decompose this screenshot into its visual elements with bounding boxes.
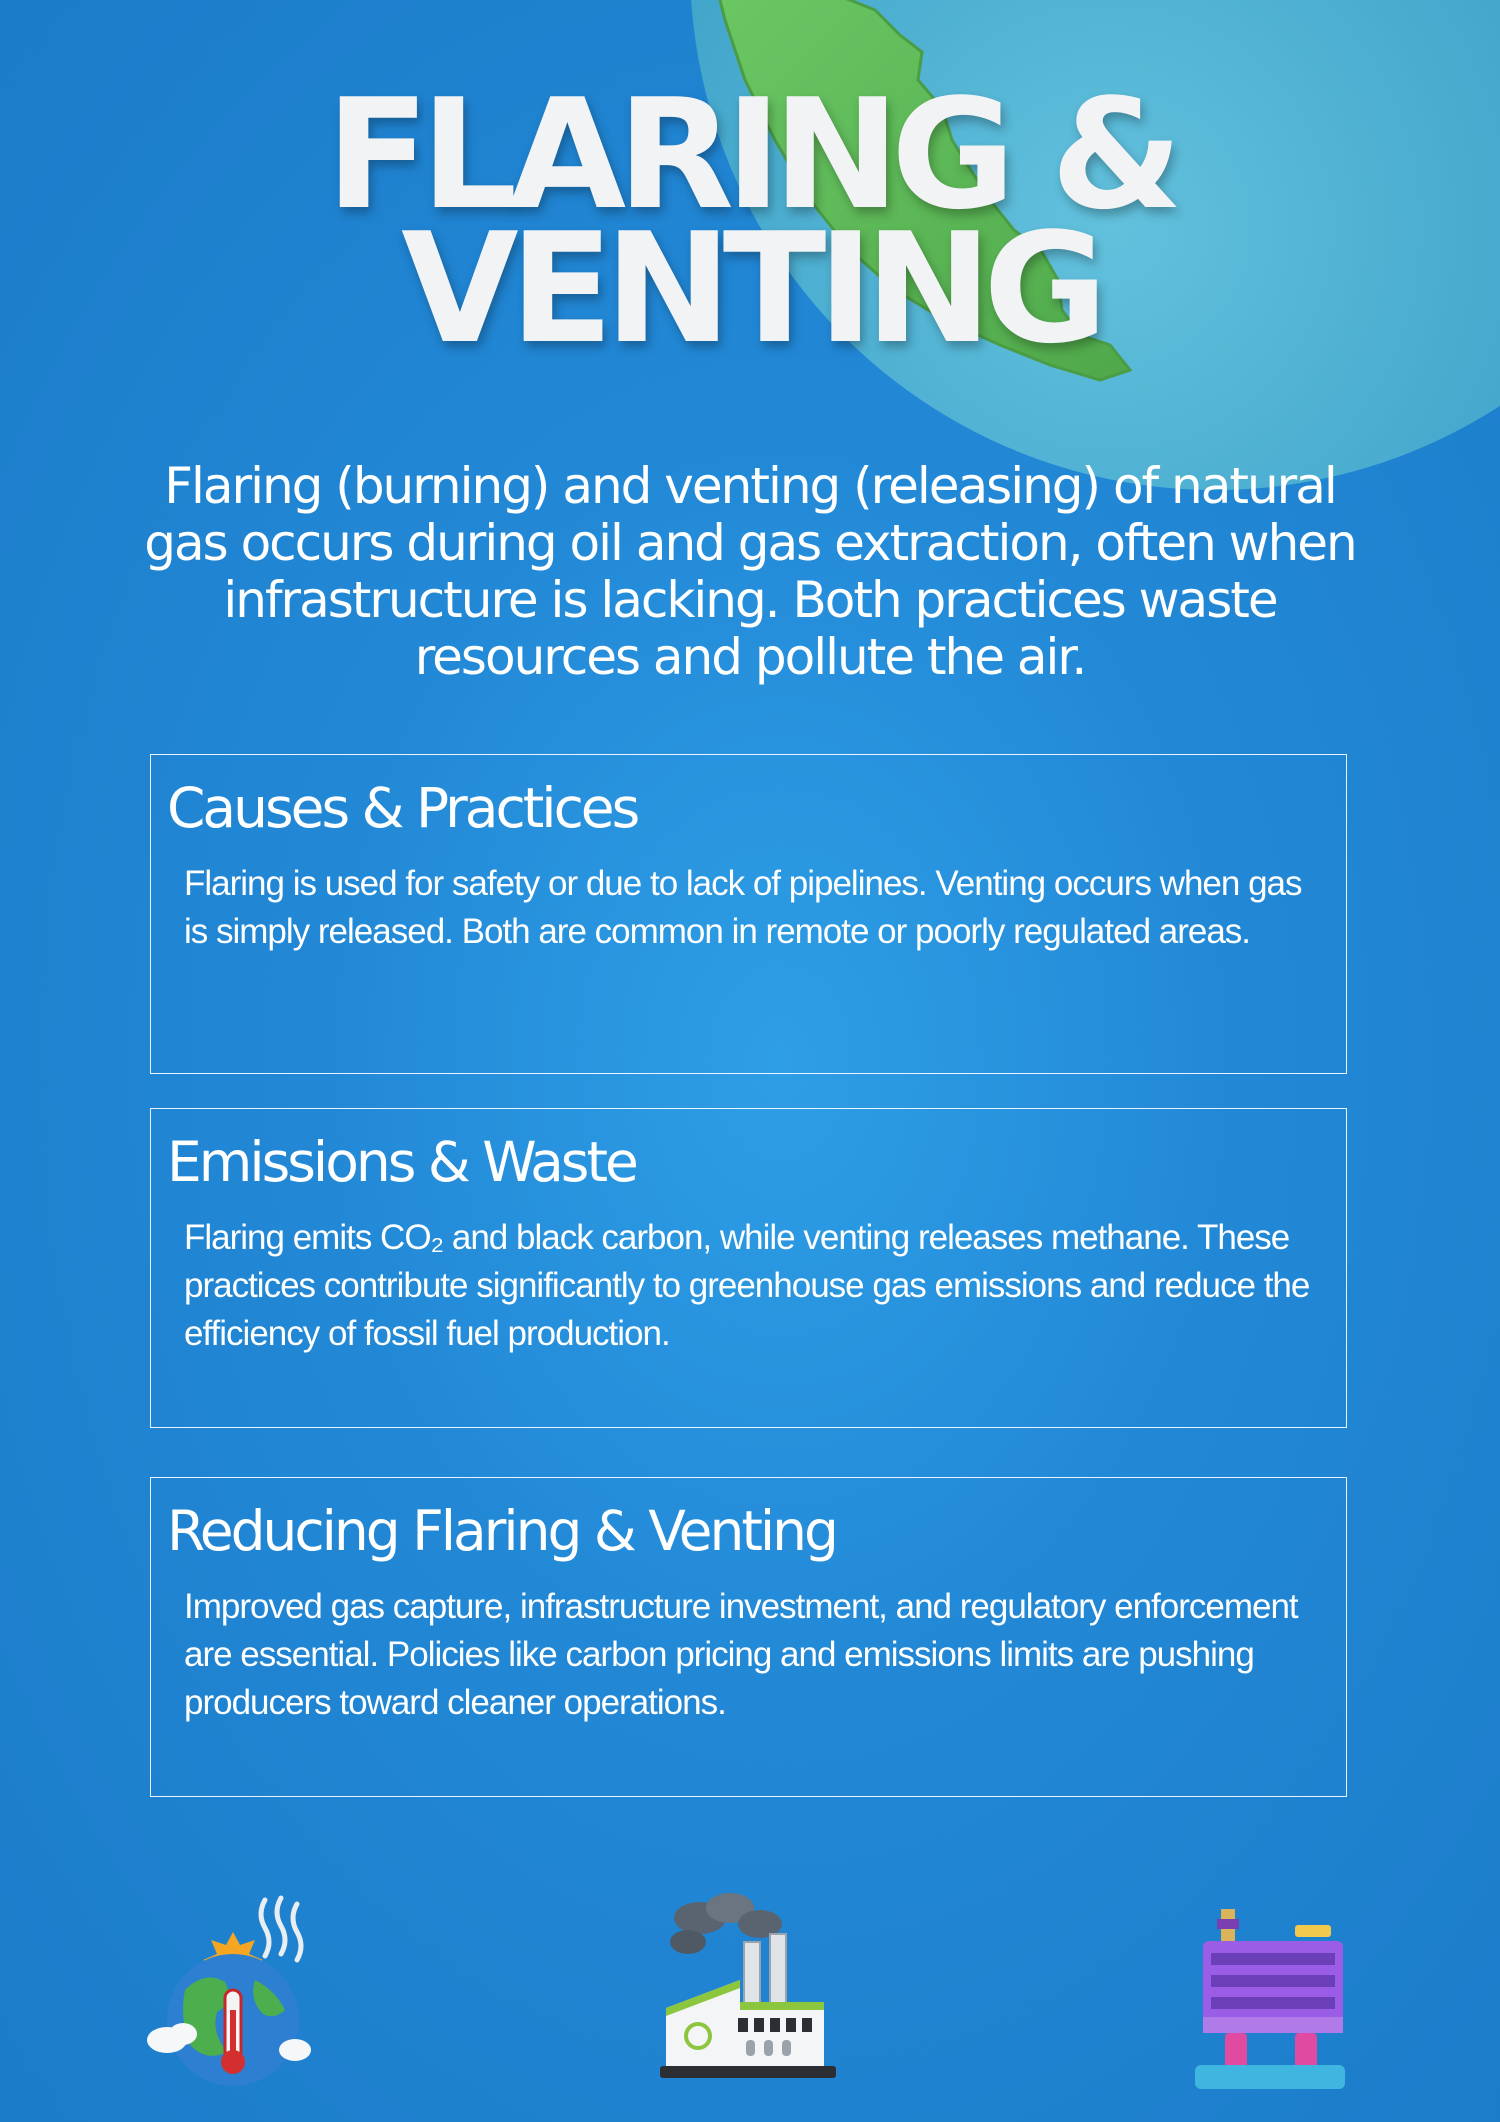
- global-warming-icon: [145, 1890, 315, 2090]
- intro-paragraph: Flaring (burning) and venting (releasing) of natural gas occurs during oil and gas extraction, often when infrastructure is lacking. Both practices waste resources and pollute the air.: [144, 457, 1356, 686]
- section-body: Flaring emits CO₂ and black carbon, while venting releases methane. These practices contribute significantly to greenhouse gas emissions and reduce the efficiency of fossil fuel production.: [184, 1218, 1310, 1353]
- title-line-2: VENTING: [401, 200, 1099, 377]
- section-heading: Causes & Practices: [167, 776, 638, 840]
- section-emissions-waste: [150, 1108, 1347, 1428]
- section-body: Flaring is used for safety or due to lack of pipelines. Venting occurs when gas is simply released. Both are common in remote or poorly regulated areas.: [184, 864, 1302, 951]
- section-reducing-flaring-venting: [150, 1477, 1347, 1797]
- section-heading: Reducing Flaring & Venting: [167, 1499, 836, 1563]
- factory-icon: [660, 1890, 840, 2090]
- page-title: [0, 66, 1500, 377]
- section-causes-practices: [150, 754, 1347, 1074]
- title-line-1: FLARING &: [325, 66, 1175, 243]
- section-body: Improved gas capture, infrastructure investment, and regulatory enforcement are essential. Policies like carbon pricing and emissions limits are pushing producers toward cleaner operations.: [184, 1587, 1298, 1722]
- oil-platform-icon: [1195, 1905, 1355, 2095]
- section-heading: Emissions & Waste: [167, 1130, 636, 1194]
